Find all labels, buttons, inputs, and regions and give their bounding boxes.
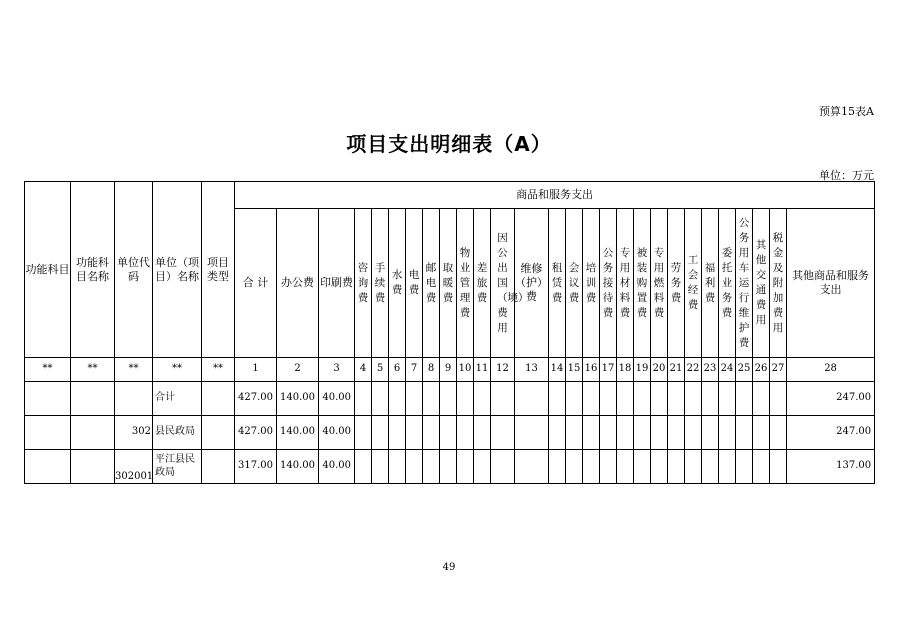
page-title: 项目支出明细表（A） <box>346 132 552 156</box>
office-cell: 140.00 <box>277 450 319 484</box>
index-cell: 25 <box>736 358 753 382</box>
header-uniforms <box>634 209 651 358</box>
header-label: 咨询费 <box>357 261 369 304</box>
header-handling <box>372 209 389 358</box>
header-special-fuel <box>651 209 668 358</box>
header-unit-code: 单位代码 <box>115 182 153 358</box>
index-cell: 2 <box>277 358 319 382</box>
printing-cell: 40.00 <box>319 382 355 416</box>
header-property-mgmt <box>457 209 474 358</box>
unit-name-cell: 合计 <box>153 382 202 416</box>
header-label: 福利费 <box>704 261 716 304</box>
header-label: 公务接待费 <box>602 246 614 319</box>
header-label: 税金及附加费用 <box>772 231 784 334</box>
index-cell: 1 <box>235 358 277 382</box>
header-rent <box>549 209 566 358</box>
index-cell: 7 <box>406 358 423 382</box>
header-total: 合 计 <box>235 209 277 358</box>
index-cell: ** <box>153 358 202 382</box>
index-cell: ** <box>202 358 235 382</box>
header-label: 租赁费 <box>551 261 563 304</box>
index-cell: 26 <box>753 358 770 382</box>
header-other-transport <box>753 209 770 358</box>
index-cell: 23 <box>702 358 719 382</box>
header-other-goods-services: 其他商品和服务支出 <box>787 209 875 358</box>
index-cell: 22 <box>685 358 702 382</box>
header-label: 被装购置费 <box>636 246 648 319</box>
header-label: 会议费 <box>568 261 580 304</box>
header-heating <box>440 209 457 358</box>
header-function-subject-name: 功能科目名称 <box>71 182 115 358</box>
unit-label: 单位：万元 <box>819 169 874 182</box>
index-cell: 20 <box>651 358 668 382</box>
header-label: 取暖费 <box>442 261 454 304</box>
index-cell: 6 <box>389 358 406 382</box>
header-label: 专用材料费 <box>619 246 631 319</box>
office-cell: 140.00 <box>277 416 319 450</box>
index-cell: 17 <box>600 358 617 382</box>
header-label: 物业管理费 <box>459 246 471 319</box>
table-row <box>25 450 875 484</box>
index-cell: ** <box>25 358 71 382</box>
header-label: 公务用车运行维护费 <box>738 216 750 349</box>
header-special-materials <box>617 209 634 358</box>
table-row <box>25 416 875 450</box>
unit-name-cell: 平江县民政局 <box>153 450 202 484</box>
header-official-vehicle <box>736 209 753 358</box>
header-function-subject: 功能科目 <box>25 182 71 358</box>
header-training <box>583 209 600 358</box>
index-cell: 21 <box>668 358 685 382</box>
header-electricity <box>406 209 423 358</box>
unit-name-cell: 县民政局 <box>153 416 202 450</box>
index-cell: 14 <box>549 358 566 382</box>
index-cell: 4 <box>355 358 372 382</box>
header-label: 委托业务费 <box>721 246 733 319</box>
index-cell: 9 <box>440 358 457 382</box>
page-number: 49 <box>442 562 456 573</box>
total-cell: 427.00 <box>235 416 277 450</box>
index-cell: 19 <box>634 358 651 382</box>
index-cell: 11 <box>474 358 491 382</box>
header-label: 培训费 <box>585 261 597 304</box>
header-water <box>389 209 406 358</box>
index-cell: 24 <box>719 358 736 382</box>
header-welfare <box>702 209 719 358</box>
index-cell: 8 <box>423 358 440 382</box>
header-label: 邮电费 <box>425 261 437 304</box>
header-post-telecom <box>423 209 440 358</box>
header-label: 水费 <box>391 269 403 296</box>
other-goods-cell: 137.00 <box>787 450 875 484</box>
header-travel <box>474 209 491 358</box>
header-reception <box>600 209 617 358</box>
document-code: 预算15表A <box>819 105 874 118</box>
office-cell: 140.00 <box>277 382 319 416</box>
header-label: 其他交通费用 <box>755 239 767 326</box>
unit-code-cell <box>115 382 153 416</box>
total-cell: 427.00 <box>235 382 277 416</box>
index-cell: ** <box>115 358 153 382</box>
header-goods-services-group: 商品和服务支出 <box>235 182 875 209</box>
header-printing: 印刷费 <box>319 209 355 358</box>
unit-code-cell: 302001 <box>115 450 153 484</box>
index-cell: 10 <box>457 358 474 382</box>
header-unit-name: 单位（项目）名称 <box>153 182 202 358</box>
expense-table <box>24 181 875 484</box>
index-cell: 27 <box>770 358 787 382</box>
total-cell: 317.00 <box>235 450 277 484</box>
header-labor <box>668 209 685 358</box>
index-cell: 16 <box>583 358 600 382</box>
header-union <box>685 209 702 358</box>
header-taxes <box>770 209 787 358</box>
index-cell: 18 <box>617 358 634 382</box>
header-label: 差旅费 <box>476 261 488 304</box>
header-label: 劳务费 <box>670 261 682 304</box>
header-office: 办公费 <box>277 209 319 358</box>
header-project-type: 项目类型 <box>202 182 235 358</box>
unit-code-cell: 302 <box>115 416 153 450</box>
header-overseas <box>491 209 529 358</box>
header-consulting <box>355 209 372 358</box>
header-commissioned <box>719 209 736 358</box>
index-cell: 3 <box>319 358 355 382</box>
header-label: 电费 <box>408 269 420 296</box>
printing-cell: 40.00 <box>319 450 355 484</box>
header-label: 工会经费 <box>687 254 699 311</box>
header-meeting <box>566 209 583 358</box>
header-label: 手续费 <box>374 261 386 304</box>
index-cell: 28 <box>787 358 875 382</box>
other-goods-cell: 247.00 <box>787 416 875 450</box>
header-label: 专用燃料费 <box>653 246 665 319</box>
header-maintenance: 维修（护）费 <box>515 209 549 358</box>
index-cell: 13 <box>515 358 549 382</box>
index-cell: ** <box>71 358 115 382</box>
index-row <box>25 358 875 382</box>
printing-cell: 40.00 <box>319 416 355 450</box>
other-goods-cell: 247.00 <box>787 382 875 416</box>
index-cell: 12 <box>491 358 515 382</box>
index-cell: 5 <box>372 358 389 382</box>
table-row <box>25 382 875 416</box>
index-cell: 15 <box>566 358 583 382</box>
header-label: 因公出国（境）费用 <box>497 231 529 334</box>
